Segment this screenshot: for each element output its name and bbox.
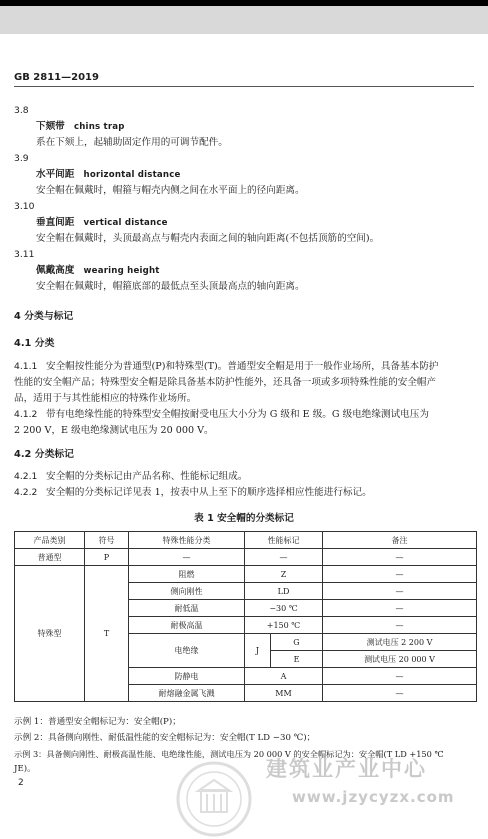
table-header: 符号 (85, 532, 129, 549)
table-cell: P (85, 549, 129, 566)
term-en: chins trap (73, 122, 125, 132)
top-strip (0, 0, 488, 6)
term-heading (36, 216, 168, 230)
term-en: horizontal distance (83, 170, 181, 180)
table-header: 产品类别 (15, 532, 85, 549)
term-definition: 安全帽在佩戴时，帽箍底部的最低点至头顶最高点的轴向距离。 (36, 281, 305, 292)
term-number: 3.9 (14, 153, 29, 164)
table-cell: 侧向刚性 (129, 583, 245, 600)
table-header: 性能标记 (245, 532, 323, 549)
paragraph-line: 品，适用于与其性能相应的特殊作业场所。 (14, 393, 197, 404)
term-number: 3.11 (14, 249, 35, 260)
subsection-heading: 4.2 分类标记 (14, 449, 74, 460)
watermark-name: 建筑业产业中心 (266, 757, 427, 781)
paragraph-line: 带有电绝缘性能的特殊型安全帽按耐受电压大小分为 G 级和 E 级。G 级电绝缘测试电压为 (46, 409, 429, 420)
section-heading: 4 分类与标记 (14, 311, 74, 322)
table-cell: 防静电 (129, 668, 245, 685)
example-line: JE)。 (14, 764, 36, 774)
table-cell: A (245, 668, 323, 685)
table-cell: Z (245, 566, 323, 583)
table-cell: — (323, 600, 477, 617)
table-cell: 测试电压 20 000 V (323, 651, 477, 668)
term-definition: 安全帽在佩戴时，头顶最高点与帽壳内表面之间的轴向距离(不包括顶筋的空间)。 (36, 233, 380, 244)
table-cell: 耐低温 (129, 600, 245, 617)
clause-number: 4.1.1 (14, 361, 38, 372)
standard-code: GB 2811—2019 (14, 72, 99, 83)
table-cell: — (323, 583, 477, 600)
table-cell: J (245, 634, 271, 668)
table-cell: 阻燃 (129, 566, 245, 583)
table-row (15, 566, 477, 583)
table-cell: 耐极高温 (129, 617, 245, 634)
table-cell: 特殊型 (15, 566, 85, 702)
watermark-url: www.jzycyzx.com (292, 788, 455, 806)
table-cell: — (245, 549, 323, 566)
table-header: 特殊性能分类 (129, 532, 245, 549)
table-cell: — (323, 617, 477, 634)
table-cell: — (323, 668, 477, 685)
term-heading (36, 168, 181, 182)
table-cell: E (271, 651, 323, 668)
table-row (15, 549, 477, 566)
watermark-seal-icon (175, 760, 253, 838)
table-cell: — (129, 549, 245, 566)
header-rule (14, 86, 474, 87)
term-en: wearing height (83, 266, 160, 276)
table-cell: — (323, 685, 477, 702)
table-cell: 电绝缘 (129, 634, 245, 668)
paragraph-line: 安全帽按性能分为普通型(P)和特殊型(T)。普通型安全帽是用于一般作业场所，具备基本防护 (46, 361, 439, 372)
paragraph-line: 性能的安全帽产品；特殊型安全帽是除具备基本防护性能外，还具备一项或多项特殊性能的安全帽产 (14, 377, 437, 388)
table-cell: 普通型 (15, 549, 85, 566)
table-cell: 测试电压 2 200 V (323, 634, 477, 651)
table-cell: G (271, 634, 323, 651)
clause-number: 4.1.2 (14, 409, 38, 420)
table-header-row (15, 532, 477, 549)
table-cell: — (323, 549, 477, 566)
term-definition: 安全帽在佩戴时，帽箍与帽壳内侧之间在水平面上的径向距离。 (36, 185, 305, 196)
term-heading (36, 264, 160, 278)
table-cell: T (85, 566, 129, 702)
table-cell: −30 ℃ (245, 600, 323, 617)
table-cell: LD (245, 583, 323, 600)
paragraph-line: 2 200 V，E 级电绝缘测试电压为 20 000 V。 (14, 425, 214, 436)
top-bar (0, 0, 488, 34)
term-heading (36, 120, 125, 134)
table-cell: +150 ℃ (245, 617, 323, 634)
example-line: 示例 2：具备侧向刚性、耐低温性能的安全帽标记为：安全帽(T LD −30 ℃)； (14, 733, 316, 743)
term-zh: 下颏带 (36, 121, 65, 132)
table-cell: 耐熔融金属飞溅 (129, 685, 245, 702)
table-caption: 表 1 安全帽的分类标记 (194, 513, 294, 524)
page-number: 2 (18, 778, 24, 788)
table-header: 备注 (323, 532, 477, 549)
table-cell: — (323, 566, 477, 583)
paragraph-line: 安全帽的分类标记详见表 1，按表中从上至下的顺序选择相应性能进行标记。 (46, 487, 372, 498)
clause-number: 4.2.2 (14, 487, 38, 498)
example-line: 示例 3：具备侧向刚性、耐极高温性能、电绝缘性能，测试电压为 20 000 V 的安全帽标记为：安全帽(T LD +150 ℃ (14, 749, 444, 759)
classification-table (14, 531, 477, 702)
term-definition: 系在下颏上，起辅助固定作用的可调节配件。 (36, 137, 228, 148)
clause-number: 4.2.1 (14, 471, 38, 482)
table-cell: MM (245, 685, 323, 702)
term-number: 3.8 (14, 105, 29, 116)
paragraph-line: 安全帽的分类标记由产品名称、性能标记组成。 (46, 471, 248, 482)
term-zh: 佩戴高度 (36, 265, 75, 276)
term-number: 3.10 (14, 201, 35, 212)
term-en: vertical distance (83, 218, 168, 228)
term-zh: 水平间距 (36, 169, 75, 180)
example-line: 示例 1：普通型安全帽标记为：安全帽(P)； (14, 717, 181, 727)
subsection-heading: 4.1 分类 (14, 338, 55, 349)
term-zh: 垂直间距 (36, 217, 75, 228)
